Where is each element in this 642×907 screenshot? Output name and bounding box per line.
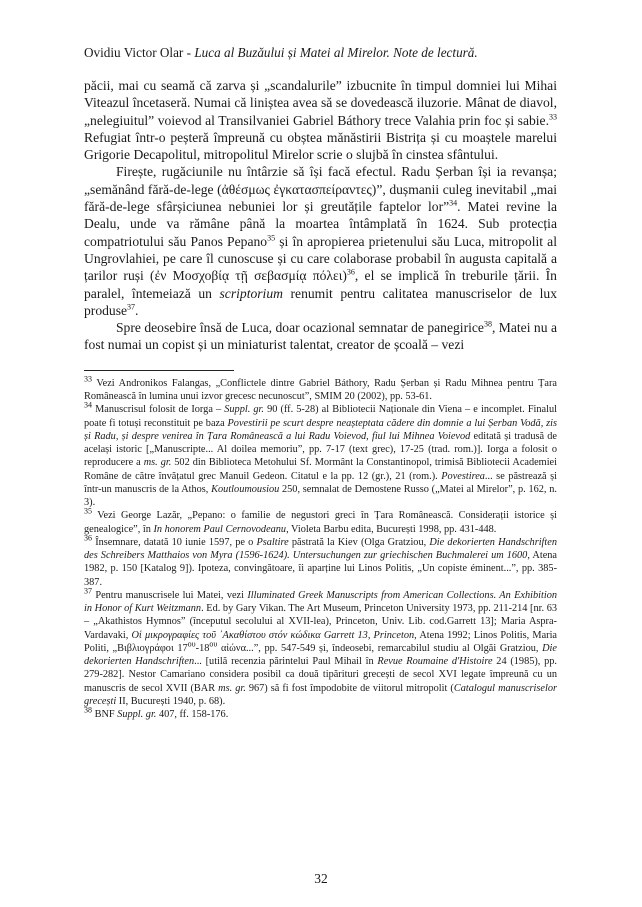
paragraph bbox=[84, 319, 557, 354]
italic-term: Psaltire bbox=[256, 536, 289, 548]
footnote bbox=[84, 586, 558, 708]
text-run: păcii, mai cu seamă că zarva și „scandalurile” izbucnite în timpul domniei lui Mihai Viteazul încetaseră. Numai că liniștea avea să se dovedească iluzorie. Mânat de diavol, „nelegiuitul” voievod al Transilvaniei Gabriel Báthory trece Valahia prin foc și sabie. bbox=[84, 78, 557, 128]
text-run: păstrată la Kiev (Olga Gratziou, bbox=[288, 536, 430, 548]
italic-term: Illuminated Greek Manuscripts from American Collections. An Exhibition in Honor of Kurt Weitzmann bbox=[84, 589, 557, 614]
text-run: Manuscrisul folosit de Iorga – bbox=[92, 404, 225, 416]
italic-term: Suppl. gr. bbox=[224, 404, 264, 416]
text-run: ... se păstrează și într-un manuscris de la Athos, bbox=[84, 470, 557, 495]
footnote-number: 36 bbox=[84, 533, 92, 543]
text-run: renumit pentru calitatea manuscriselor de lux produse bbox=[84, 285, 557, 318]
footnote-ref[interactable]: 37 bbox=[127, 302, 136, 312]
italic-term: Koutloumousiou bbox=[211, 483, 280, 495]
italic-term: Povestirii pe scurt despre neașteptata cădere din domnie a lui Șerban Vodă, zis și Radu, și despre venirea în Țara Românească a lui Radu Voievod, fiul lui Mihnea Voievod bbox=[84, 417, 557, 442]
text-run: și în apropierea prietenului său Luca, mitropolit al Ungrovlahiei, pe care îl cunoscuse și cu care colaborase probabil în augusta capitală a țarilor ruși (ἐν Μοσχοβίᾳ τῇ σεβασμίᾳ πόλει) bbox=[84, 233, 557, 284]
footnote bbox=[84, 374, 557, 404]
text-run: Vezi Andronikos Falangas, „Conflictele dintre Gabriel Báthory, Radu Șerban și Radu Mihnea pentru Țara Românească în lumina unui izvor grecesc necunoscut”, SMIM 20 (2002), pp. 53-61. bbox=[84, 377, 557, 402]
footnote-number: 37 bbox=[84, 586, 92, 596]
footnote-ref[interactable]: 38 bbox=[483, 319, 492, 329]
text-run: BNF bbox=[92, 709, 118, 720]
italic-term: Οἱ μικρογραφίες τοῦ ᾿Ακαθίστου στόν κώδικα Garrett 13, Princeton bbox=[131, 629, 415, 641]
ordinal-suffix: ου bbox=[209, 639, 218, 649]
text-run: , Matei nu a fost numai un copist și un miniaturist talentat, creator de școală – vezi bbox=[84, 320, 557, 353]
page-number: 32 bbox=[314, 871, 328, 886]
italic-term: scriptorium bbox=[219, 285, 283, 301]
italic-term: ms. gr. bbox=[218, 682, 246, 694]
footnote-number: 33 bbox=[84, 374, 92, 384]
running-header bbox=[84, 44, 557, 61]
text-run: 90 (ff. 5-28) al Bibliotecii Naționale din Viena – e incomplet. Finalul poate fi totuși reconstituit pe baza bbox=[84, 404, 557, 429]
italic-term: Catalogul manuscriselor grecești bbox=[84, 682, 557, 707]
text-run: editată și tradusă de același istoric [„Manuscripte... Al doilea memoriu”, pp. 7-17 (text grec), 17-25 (trad. rom.)]. Iorga a folosit o reproducere a bbox=[84, 430, 558, 469]
italic-term: ms. gr. bbox=[143, 457, 172, 469]
text-run: -18 bbox=[195, 642, 210, 654]
footnote-number: 35 bbox=[84, 506, 92, 516]
footnote-ref[interactable]: 33 bbox=[549, 112, 557, 122]
footnote bbox=[84, 506, 557, 536]
italic-term: In honorem Paul Cernovodeanu bbox=[153, 523, 287, 535]
footnote bbox=[84, 705, 557, 721]
text-run: Firește, rugăciunile nu întârzie să își facă efectul. Radu Șerban își ia revanșa; „semănând fără-de-lege (ἀθέσμως ἐγκατασπείραντες)”, dușmanii culeg inevitabil „mai fără-de-lege sfârșiciunea nebuniei lor și greutățile faptelor lor” bbox=[84, 164, 557, 215]
text-run: Pentru manuscrisele lui Matei, vezi bbox=[92, 589, 248, 601]
text-run: 967) să fi fost împodobite de viitorul mitropolit ( bbox=[245, 682, 454, 694]
footnote-separator bbox=[84, 370, 234, 371]
footnote-ref[interactable]: 36 bbox=[346, 267, 355, 277]
text-run: Spre deosebire însă de Luca, doar ocazional semnatar de panegirice bbox=[116, 320, 484, 336]
text-run: . Matei revine la Dealu, unde va rămâne până la moartea întâmplată în 1624. Sub protecția compatriotului său Panos Pepano bbox=[84, 199, 558, 249]
document-page bbox=[84, 44, 557, 721]
italic-term: Die dekorierten Handschriften des Schreibers Matthaios von Myra (1596-1624). Untersuchungen zur griechischen Buchmalerei um 1600 bbox=[84, 536, 557, 561]
footnote-number: 38 bbox=[84, 705, 92, 715]
body-text bbox=[84, 77, 557, 354]
header-title: Luca al Buzăului și Matei al Mirelor. Note de lectură. bbox=[194, 45, 478, 60]
text-run: 502 din Biblioteca Metohului Sf. Mormânt la Constantinopol, trimisă Bibliotecii Academiei Române de către învățatul grec Manuil Gedeon. Citatul e la pp. 12 (gr.), 21 (rom.). bbox=[84, 457, 557, 482]
text-run: . Ed. by Gary Vikan. The Art Museum, Princeton University 1973, pp. 211-214 [nr. 63 – „Akathistos Hymnos” (începutul secolului al XVII-lea), Princeton, Univ. Lib. cod.Garrett 13]; Maria Aspra-Vardavaki, bbox=[84, 603, 557, 641]
text-run: αἰώνα...”, pp. 547-549 și, îndeosebi, remarcabilul studiu al Olgăi Gratziou, bbox=[217, 642, 543, 654]
text-run: Refugiat într-o peșteră împreună cu obștea mănăstirii Bistrița și cu moaștele marelui Grigorie Decapolitul, mitropolitul Mirelor scrie o slujbă în cinstea sfântului. bbox=[84, 129, 557, 163]
ordinal-suffix: ου bbox=[187, 639, 196, 649]
italic-term: Revue Roumaine d'Histoire bbox=[377, 656, 493, 667]
footnote bbox=[84, 533, 558, 589]
paragraph bbox=[84, 77, 557, 163]
paragraph bbox=[84, 163, 557, 319]
text-run: , Atena 1982, p. 150 [Katalog 9]). Ipoteza, convingătoare, îi aparține lui Linos Politis, „Un copiste éminent...”, pp. 385-387. bbox=[84, 550, 558, 588]
text-run: II, București 1940, p. 68). bbox=[116, 695, 226, 707]
text-run: , Atena 1992; Linos Politis, Maria Politi, „Βιβλιογράφοι 17 bbox=[84, 629, 558, 654]
text-run: 250, semnalat de Demostene Russo („Matei al Mirelor”, p. 162, n. 3). bbox=[84, 483, 557, 508]
footnote-ref[interactable]: 34 bbox=[449, 198, 458, 208]
italic-term: Suppl. gr. bbox=[117, 709, 157, 720]
text-run: 24 (1985), pp. 279-282]. Nestor Camariano considera posibil ca două tipărituri grecești de secol XVI legate împreună cu un manuscris de secol XVII (BAR bbox=[84, 656, 558, 694]
text-run: 407, ff. 158-176. bbox=[156, 709, 229, 720]
footnotes bbox=[84, 374, 558, 722]
italic-term: Povestirea bbox=[441, 470, 485, 482]
footnote-ref[interactable]: 35 bbox=[267, 233, 276, 243]
text-run: Vezi George Lazăr, „Pepano: o familie de negustori greci în Țara Românească. Considerații istorice și genealogice”, în bbox=[84, 510, 557, 535]
footnote bbox=[84, 400, 558, 509]
text-run: , Violeta Barbu edita, București 1998, pp. 431-448. bbox=[286, 523, 497, 535]
text-run: ... [utilă recenzia părintelui Paul Mihail în bbox=[194, 656, 378, 667]
header-author: Ovidiu Victor Olar - bbox=[84, 45, 195, 60]
text-run: Însemnare, datată 10 iunie 1597, pe o bbox=[92, 536, 257, 548]
text-run: . bbox=[135, 302, 139, 318]
italic-term: Die dekorierten Handschriften bbox=[84, 642, 557, 667]
footnote-number: 34 bbox=[84, 400, 92, 410]
text-run: , el se implică în treburile țării. În paralel, întemeiază un bbox=[84, 268, 557, 301]
